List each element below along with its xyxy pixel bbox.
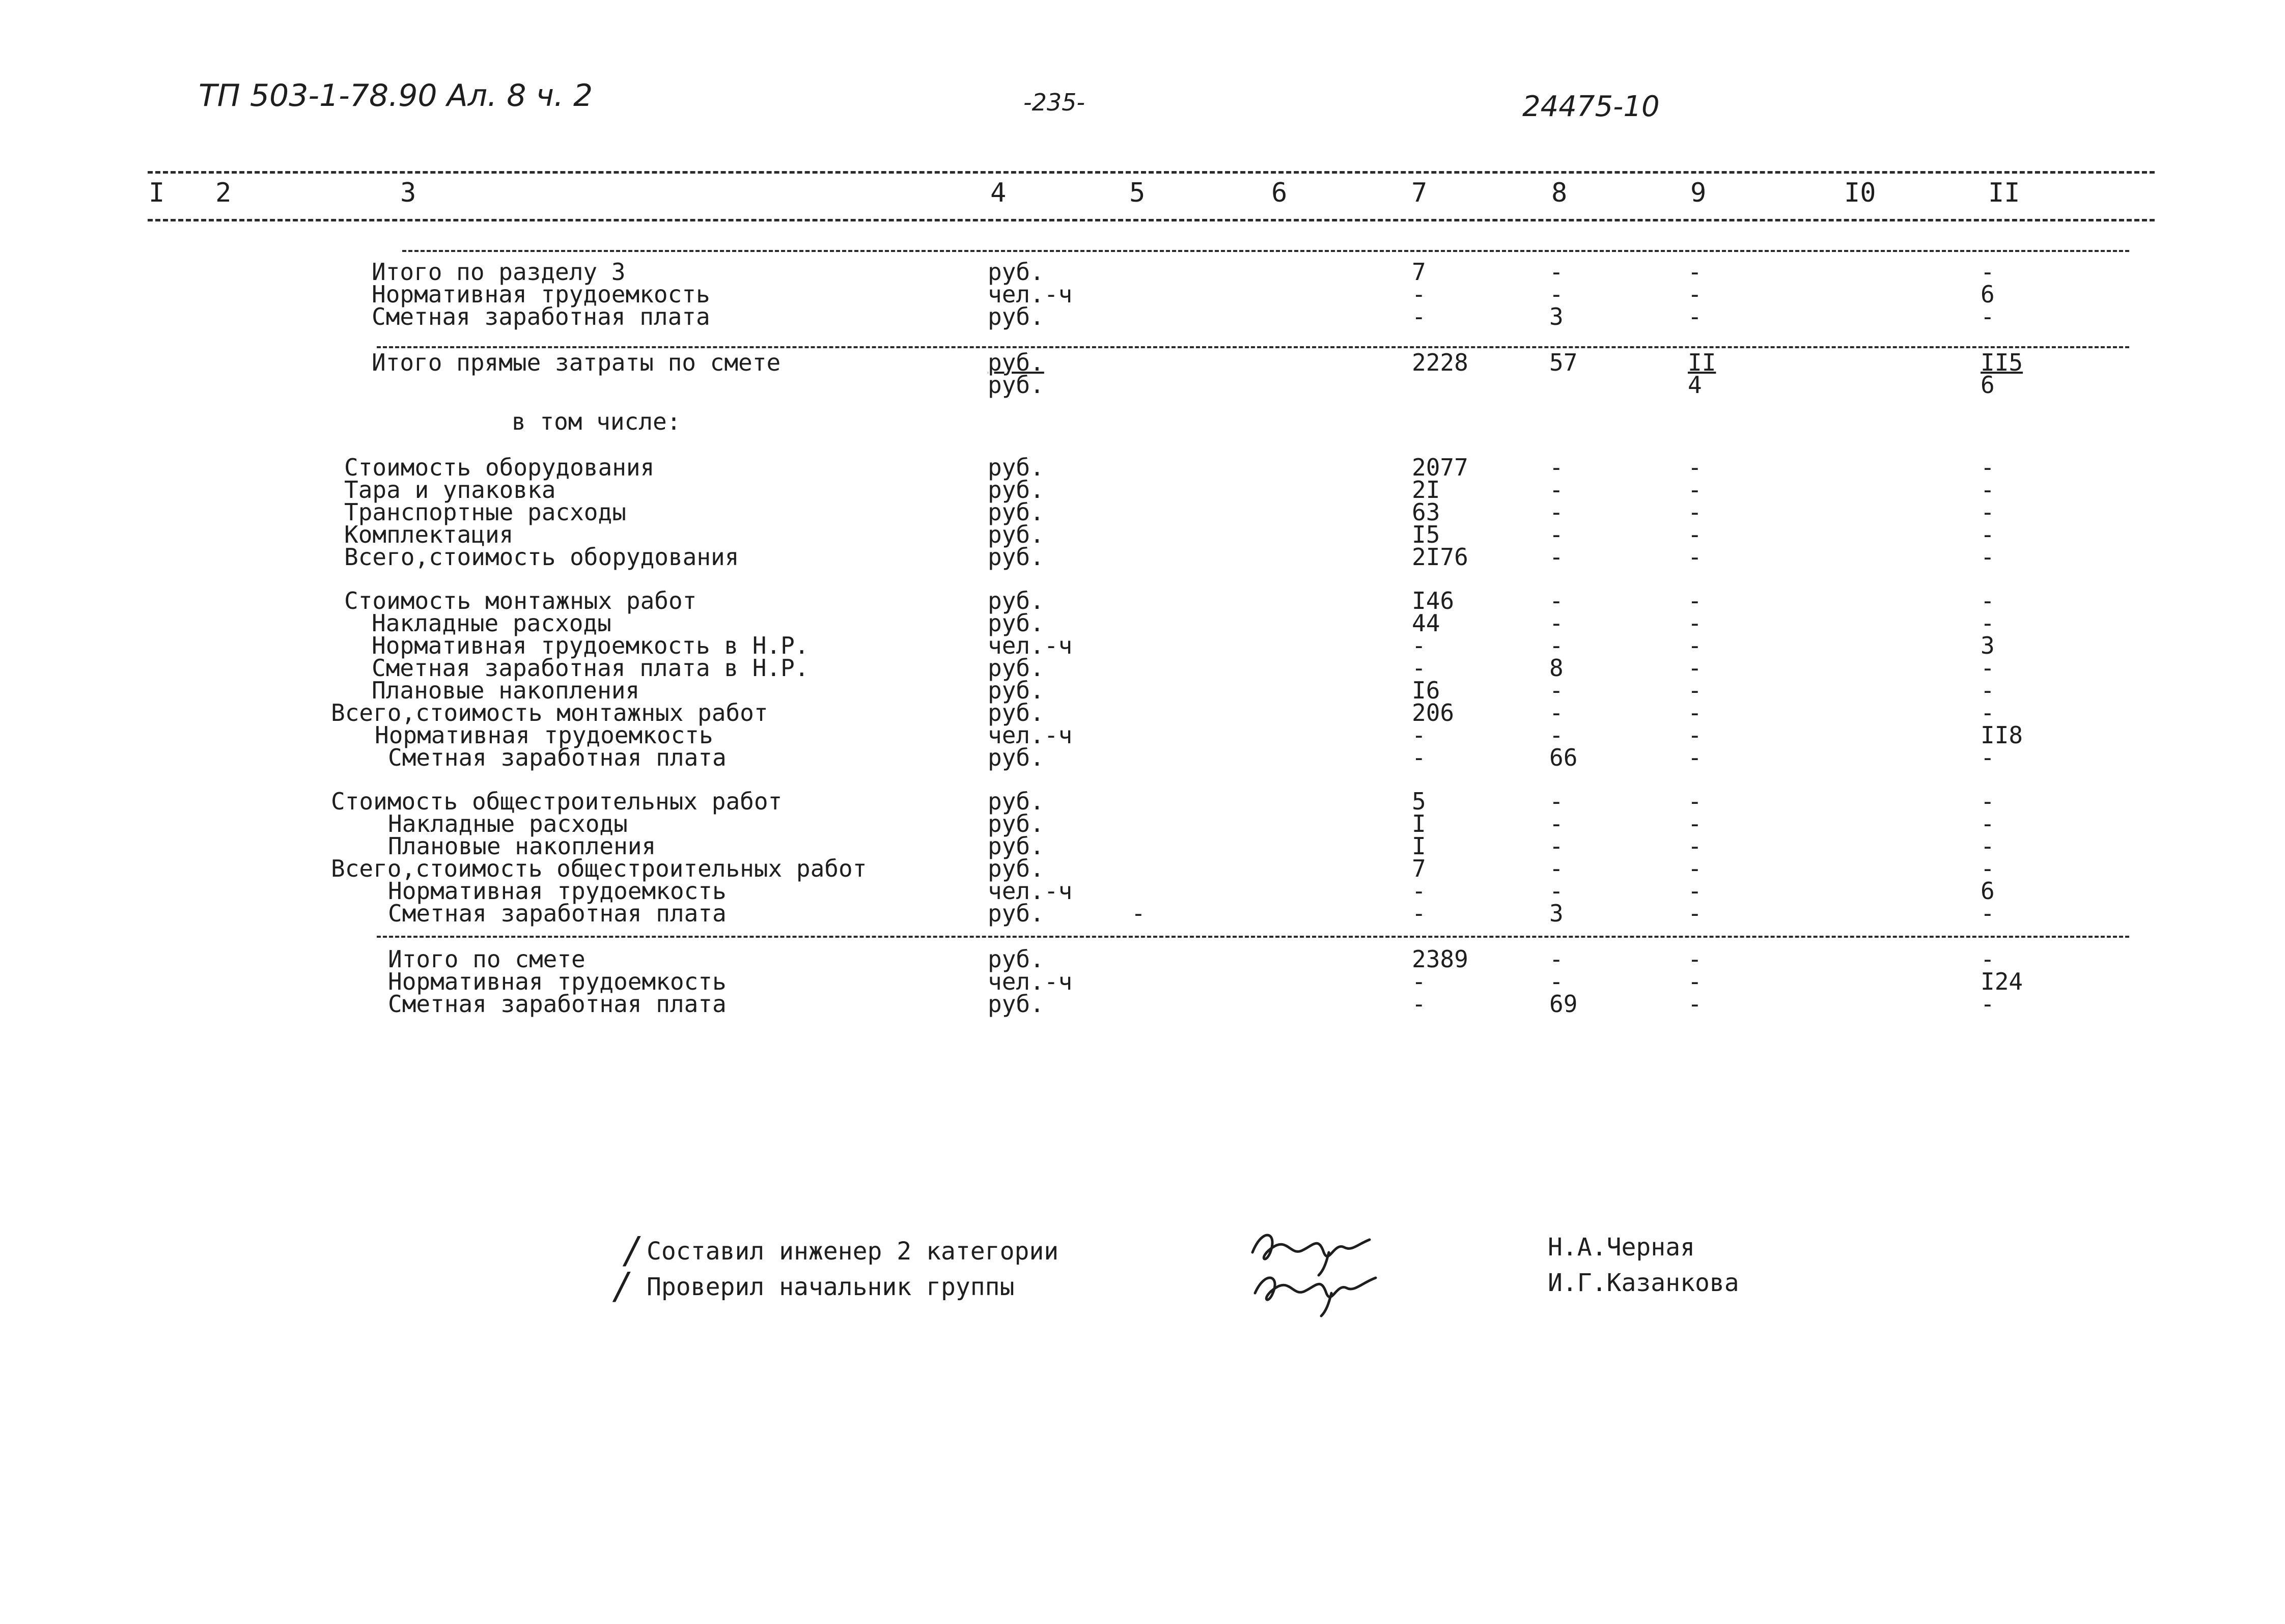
row-label: Всего,стоимость оборудования [344, 543, 739, 571]
row-col9-value: - [1688, 810, 1702, 837]
row-label: Нормативная трудоемкость [372, 281, 710, 308]
row-col11-value: - [1981, 677, 1995, 704]
row-unit: руб. [988, 521, 1044, 548]
row-unit: руб. [988, 832, 1044, 860]
row-col8-value: - [1549, 632, 1564, 659]
row-label: Нормативная трудоемкость в Н.Р. [372, 632, 809, 659]
row-col8-value: - [1549, 788, 1564, 815]
checked-by-label: Проверил начальник группы [647, 1273, 1015, 1301]
row-col9-value: - [1688, 281, 1702, 308]
row-col8-value: 3 [1549, 900, 1564, 927]
document-code: ТП 503-1-78.90 Ал. 8 ч. 2 [199, 78, 593, 114]
row-col11-value: - [1981, 832, 1995, 860]
row-col11-value: - [1981, 788, 1995, 815]
row-col11-value: - [1981, 587, 1995, 614]
column-number: I0 [1844, 178, 1876, 208]
row-unit: руб. [988, 476, 1044, 503]
row-col7-value: - [1412, 744, 1426, 771]
row-col8-value: 66 [1549, 744, 1578, 771]
row-col8-value: 69 [1549, 990, 1578, 1018]
row-col11-value: - [1981, 609, 1995, 637]
row-col7-value: - [1412, 900, 1426, 927]
row-col9-value: - [1688, 744, 1702, 771]
column-number: 6 [1271, 178, 1288, 208]
row-unit: руб. [988, 303, 1044, 330]
row-col8-value: - [1549, 587, 1564, 614]
row-unit: руб. [988, 744, 1044, 771]
row-label: Сметная заработная плата [372, 303, 710, 330]
row-col11-value: 6 [1981, 877, 1995, 905]
row-col7-value: - [1412, 654, 1426, 682]
row-label: Тара и упаковка [344, 476, 556, 503]
row-unit: руб. [988, 371, 1044, 399]
row-label: Итого по смете [388, 945, 586, 973]
row-label: Сметная заработная плата [388, 744, 727, 771]
section-total-rule [377, 346, 2129, 348]
row-unit: руб. [988, 654, 1044, 682]
row-col11-value: - [1981, 900, 1995, 927]
row-col7-value: 206 [1412, 699, 1455, 726]
row-unit: руб. [988, 855, 1044, 882]
row-col11-value: - [1981, 810, 1995, 837]
row-col9-value: - [1688, 677, 1702, 704]
row-col11-value: - [1981, 990, 1995, 1018]
section-subheading: в том числе: [512, 408, 681, 435]
row-col8-value: - [1549, 476, 1564, 503]
row-col8-value: 8 [1549, 654, 1564, 682]
row-col7-value: I6 [1412, 677, 1440, 704]
row-col11-value: - [1981, 543, 1995, 571]
page-number: -235- [1023, 89, 1085, 116]
row-col9-value: - [1688, 654, 1702, 682]
row-unit: чел.-ч [988, 281, 1073, 308]
margin-mark: / [625, 1229, 638, 1272]
column-number: 5 [1129, 178, 1146, 208]
row-col8-value: 3 [1549, 303, 1564, 330]
row-col9-value: - [1688, 587, 1702, 614]
row-col7-value: 2I76 [1412, 543, 1468, 571]
row-unit: руб. [988, 587, 1044, 614]
row-col11-value: 3 [1981, 632, 1995, 659]
row-col11-value: 6 [1981, 371, 1995, 399]
row-col11-value: II8 [1981, 721, 2023, 749]
row-col7-value: - [1412, 968, 1426, 995]
row-col11-value: - [1981, 476, 1995, 503]
row-label: Всего,стоимость монтажных работ [331, 699, 768, 726]
row-label: Накладные расходы [388, 810, 628, 837]
row-unit: чел.-ч [988, 877, 1073, 905]
row-col9-value: - [1688, 788, 1702, 815]
row-unit: руб. [988, 349, 1044, 376]
row-col8-value: - [1549, 498, 1564, 526]
row-col8-value: - [1549, 281, 1564, 308]
row-col11-value: - [1981, 454, 1995, 481]
row-col8-value: - [1549, 945, 1564, 973]
row-col11-value: - [1981, 521, 1995, 548]
row-col8-value: - [1549, 832, 1564, 860]
row-col7-value: I [1412, 832, 1426, 860]
row-col9-value: - [1688, 454, 1702, 481]
row-col9-value: - [1688, 699, 1702, 726]
row-col9-value: - [1688, 990, 1702, 1018]
column-number: 2 [215, 178, 232, 208]
row-col9-value: - [1688, 543, 1702, 571]
row-col11-value: II5 [1981, 349, 2023, 376]
row-col7-value: 63 [1412, 498, 1440, 526]
row-unit: чел.-ч [988, 632, 1073, 659]
row-col7-value: 2389 [1412, 945, 1468, 973]
row-col7-value: I46 [1412, 587, 1455, 614]
row-label: Плановые накопления [372, 677, 640, 704]
row-col7-value: I [1412, 810, 1426, 837]
row-unit: чел.-ч [988, 721, 1073, 749]
checked-by-name: И.Г.Казанкова [1548, 1269, 1739, 1297]
row-col8-value: - [1549, 258, 1564, 286]
row-col9-value: - [1688, 900, 1702, 927]
margin-mark: / [615, 1265, 628, 1307]
row-unit: чел.-ч [988, 968, 1073, 995]
row-col8-value: - [1549, 677, 1564, 704]
row-col9-value: - [1688, 945, 1702, 973]
row-col11-value: - [1981, 855, 1995, 882]
row-col9-value: - [1688, 632, 1702, 659]
row-col8-value: 57 [1549, 349, 1578, 376]
column-header-rule [148, 219, 2155, 221]
column-number: 7 [1411, 178, 1428, 208]
row-col9-value: - [1688, 855, 1702, 882]
row-col11-value: - [1981, 303, 1995, 330]
row-label: Сметная заработная плата [388, 990, 727, 1018]
row-col8-value: - [1549, 609, 1564, 637]
row-label: Транспортные расходы [344, 498, 626, 526]
row-label: Стоимость монтажных работ [344, 587, 697, 614]
row-label: Нормативная трудоемкость [388, 968, 727, 995]
row-col7-value: - [1412, 303, 1426, 330]
row-unit: руб. [988, 945, 1044, 973]
row-col8-value: - [1549, 699, 1564, 726]
row-label: Нормативная трудоемкость [388, 877, 727, 905]
row-col9-value: - [1688, 521, 1702, 548]
column-number: 3 [400, 178, 416, 208]
row-label: Накладные расходы [372, 609, 611, 637]
column-number: II [1988, 178, 2020, 208]
row-col9-value: - [1688, 721, 1702, 749]
row-unit: руб. [988, 810, 1044, 837]
row-col9-value: - [1688, 832, 1702, 860]
row-col7-value: 7 [1412, 258, 1426, 286]
column-number: 9 [1690, 178, 1707, 208]
grand-total-rule [377, 936, 2129, 938]
row-col11-value: - [1981, 699, 1995, 726]
row-unit: руб. [988, 454, 1044, 481]
row-col9-value: - [1688, 498, 1702, 526]
row-label: Стоимость общестроительных работ [331, 788, 783, 815]
table-sub-rule [402, 250, 2129, 252]
row-col8-value: - [1549, 968, 1564, 995]
column-number: 8 [1551, 178, 1568, 208]
column-number: 4 [990, 178, 1007, 208]
row-unit: руб. [988, 258, 1044, 286]
row-col5-value: - [1131, 900, 1146, 927]
row-col9-value: - [1688, 877, 1702, 905]
row-col9-value: II [1688, 349, 1716, 376]
row-label: Плановые накопления [388, 832, 656, 860]
row-col7-value: 2228 [1412, 349, 1468, 376]
row-col8-value: - [1549, 521, 1564, 548]
row-col9-value: - [1688, 476, 1702, 503]
row-unit: руб. [988, 498, 1044, 526]
row-col7-value: I5 [1412, 521, 1440, 548]
row-col7-value: 5 [1412, 788, 1426, 815]
row-col7-value: - [1412, 877, 1426, 905]
compiled-by-name: Н.А.Черная [1548, 1233, 1695, 1262]
row-col9-value: - [1688, 303, 1702, 330]
row-unit: руб. [988, 990, 1044, 1018]
row-unit: руб. [988, 609, 1044, 637]
row-unit: руб. [988, 543, 1044, 571]
row-col9-value: 4 [1688, 371, 1702, 399]
row-col11-value: - [1981, 945, 1995, 973]
column-number: I [149, 178, 165, 208]
row-col7-value: - [1412, 632, 1426, 659]
handwritten-signature [1242, 1222, 1385, 1319]
row-col11-value: - [1981, 744, 1995, 771]
row-col8-value: - [1549, 454, 1564, 481]
row-col11-value: - [1981, 258, 1995, 286]
row-label: Итого по разделу 3 [372, 258, 626, 286]
row-col8-value: - [1549, 877, 1564, 905]
row-col11-value: I24 [1981, 968, 2023, 995]
row-col8-value: - [1549, 543, 1564, 571]
row-unit: руб. [988, 788, 1044, 815]
row-col11-value: - [1981, 498, 1995, 526]
row-col7-value: 7 [1412, 855, 1426, 882]
row-col11-value: - [1981, 654, 1995, 682]
row-col7-value: - [1412, 281, 1426, 308]
row-unit: руб. [988, 699, 1044, 726]
row-unit: руб. [988, 900, 1044, 927]
row-label: Итого прямые затраты по смете [372, 349, 781, 376]
row-label: Комплектация [344, 521, 514, 548]
row-label: Сметная заработная плата [388, 900, 727, 927]
inventory-number: 24475-10 [1522, 90, 1660, 123]
row-col7-value: - [1412, 721, 1426, 749]
row-col7-value: 44 [1412, 609, 1440, 637]
table-top-rule [148, 171, 2155, 174]
row-col8-value: - [1549, 721, 1564, 749]
row-col9-value: - [1688, 968, 1702, 995]
row-col7-value: - [1412, 990, 1426, 1018]
row-label: Всего,стоимость общестроительных работ [331, 855, 867, 882]
row-label: Стоимость оборудования [344, 454, 655, 481]
row-col11-value: 6 [1981, 281, 1995, 308]
compiled-by-label: Составил инженер 2 категории [647, 1237, 1059, 1266]
row-col9-value: - [1688, 258, 1702, 286]
row-col8-value: - [1549, 855, 1564, 882]
row-unit: руб. [988, 677, 1044, 704]
row-label: Нормативная трудоемкость [375, 721, 713, 749]
row-col9-value: - [1688, 609, 1702, 637]
row-label: Сметная заработная плата в Н.Р. [372, 654, 809, 682]
row-col7-value: 2077 [1412, 454, 1468, 481]
row-col7-value: 2I [1412, 476, 1440, 503]
row-col8-value: - [1549, 810, 1564, 837]
